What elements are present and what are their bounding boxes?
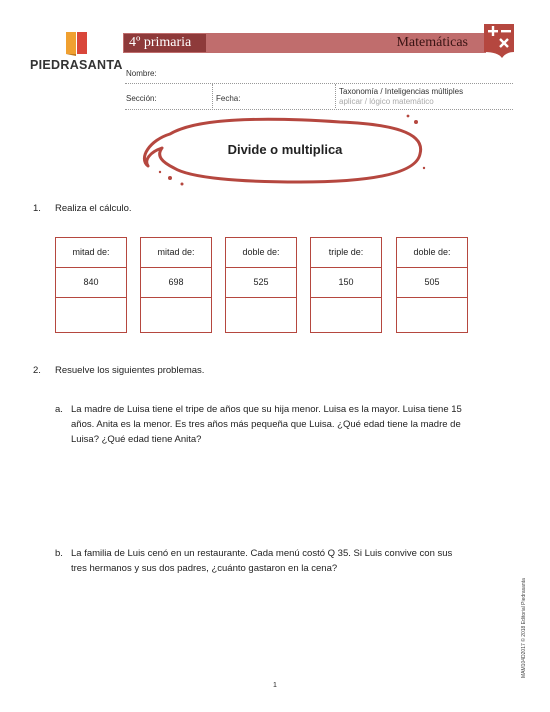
book-logo-icon: [66, 32, 88, 56]
calc-box-value: 525: [226, 268, 296, 298]
calc-box-label: mitad de:: [141, 238, 211, 268]
problem-b-answer-space[interactable]: [71, 582, 511, 672]
name-label: Nombre:: [126, 69, 157, 78]
math-operations-icon: [482, 22, 516, 58]
subject-label: Matemáticas: [396, 35, 468, 50]
calc-box: [310, 237, 382, 333]
page-title: Divide o multiplica: [227, 142, 343, 157]
grade-label: 4º primaria: [124, 34, 206, 52]
name-line[interactable]: [125, 83, 513, 84]
calc-box: [55, 237, 127, 333]
exercise-2-number: 2.: [33, 365, 41, 376]
section-label: Sección:: [126, 94, 157, 103]
problem-line: Luisa? ¿Qué edad tiene Anita?: [71, 434, 202, 445]
page-number: 1: [273, 682, 277, 689]
field-divider: [212, 84, 213, 108]
taxonomy-label: Taxonomía / Inteligencias múltiples: [339, 87, 464, 96]
calc-box-label: doble de:: [226, 238, 296, 268]
calc-box: [396, 237, 468, 333]
exercise-2-instruction: Resuelve los siguientes problemas.: [55, 365, 205, 376]
calc-box-value: 505: [397, 268, 467, 298]
problem-line: La familia de Luis cenó en un restaurante. Cada menú costó Q 35. Si Luis convive con sus: [71, 548, 453, 559]
calc-answer-space[interactable]: [226, 298, 296, 334]
problem-a-letter: a.: [55, 404, 63, 415]
date-label: Fecha:: [216, 94, 241, 103]
calc-box-value: 150: [311, 268, 381, 298]
calc-box: [140, 237, 212, 333]
calc-box-value: 698: [141, 268, 211, 298]
publisher-logo-text: PIEDRASANTA: [30, 58, 123, 72]
calc-box-label: doble de:: [397, 238, 467, 268]
problem-line: años. Anita es la menor. Es tres años más pequeña que Luisa. ¿Qué edad tiene la madre de: [71, 419, 461, 430]
calc-box-label: triple de:: [311, 238, 381, 268]
problem-a-answer-space[interactable]: [71, 452, 511, 542]
taxonomy-value: aplicar / lógico matemático: [339, 97, 434, 106]
calc-answer-space[interactable]: [397, 298, 467, 334]
problem-a-text: [71, 402, 521, 447]
calc-box: [225, 237, 297, 333]
calc-answer-space[interactable]: [311, 298, 381, 334]
problem-line: La madre de Luisa tiene el tripe de años que su hija menor. Luisa es la mayor. Luisa tiene 15: [71, 404, 462, 415]
problem-b-text: [71, 546, 521, 576]
problem-line: tres hermanos y sus dos padres, ¿cuánto gastaron en la cena?: [71, 563, 338, 574]
field-divider: [335, 84, 336, 108]
exercise-1-instruction: Realiza el cálculo.: [55, 203, 132, 214]
section-line[interactable]: [125, 109, 513, 110]
calc-answer-space[interactable]: [141, 298, 211, 334]
calc-answer-space[interactable]: [56, 298, 126, 334]
calc-box-label: mitad de:: [56, 238, 126, 268]
calc-box-value: 840: [56, 268, 126, 298]
copyright-text: MAM104D2017 © 2018 Editorial Piedrasanta: [521, 578, 527, 678]
exercise-1-number: 1.: [33, 203, 41, 214]
problem-b-letter: b.: [55, 548, 63, 559]
